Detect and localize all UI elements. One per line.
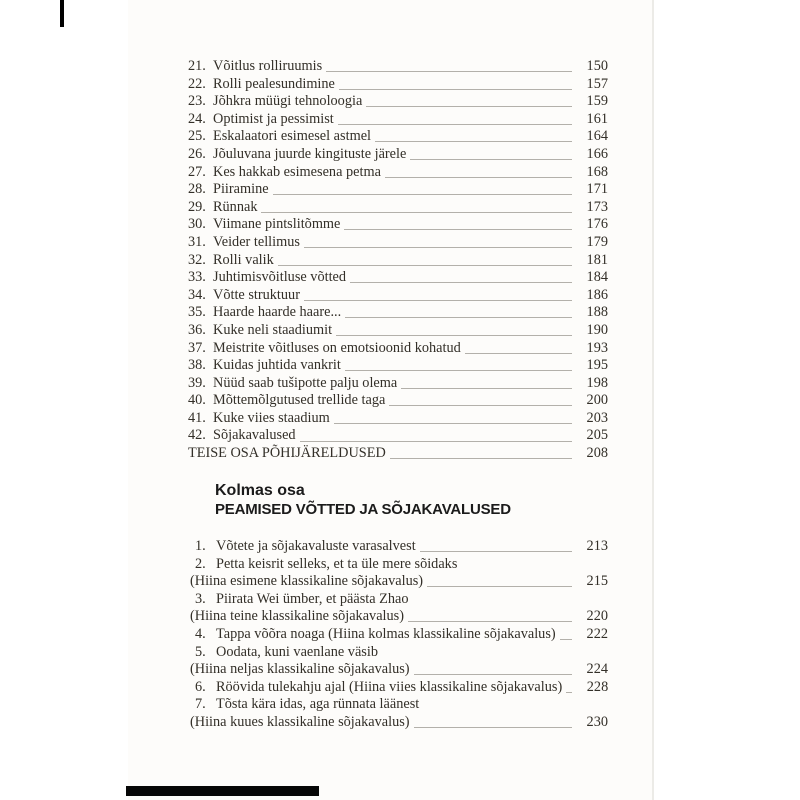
toc-entry bbox=[188, 445, 608, 463]
entry-title: Võtete ja sõjakavaluste varasalvest bbox=[216, 538, 416, 554]
entry-title: Piiramine bbox=[213, 181, 269, 198]
entry-number: 38. bbox=[188, 357, 206, 374]
entry-title: Tõsta kära idas, aga rünnata läänest bbox=[216, 696, 420, 713]
toc-entry bbox=[190, 661, 608, 679]
toc-entry bbox=[188, 322, 608, 340]
toc-entry bbox=[188, 427, 608, 445]
toc-entry bbox=[188, 304, 608, 322]
entry-title: Petta keisrit selleks, et ta üle mere sõidaks bbox=[216, 555, 458, 572]
entry-page: 222 bbox=[586, 625, 608, 642]
entry-page: 200 bbox=[586, 392, 608, 409]
entry-page: 176 bbox=[586, 216, 608, 233]
entry-title: Kuke viies staadium bbox=[213, 409, 330, 426]
entry-leader bbox=[410, 159, 572, 160]
scan-artifact-bottom bbox=[126, 786, 319, 796]
entry-page: 184 bbox=[586, 269, 608, 286]
toc-entry bbox=[188, 93, 608, 111]
entry-leader bbox=[389, 405, 572, 406]
entry-page: 181 bbox=[586, 251, 608, 268]
entry-number: 42. bbox=[188, 427, 206, 444]
scan-artifact-top bbox=[60, 0, 64, 27]
entry-title: Tappa võõra noaga (Hiina kolmas klassikaline sõjakavalus) bbox=[216, 625, 556, 642]
entry-number: 36. bbox=[188, 321, 206, 338]
entry-page: 193 bbox=[586, 339, 608, 356]
entry-number: 2. bbox=[195, 555, 206, 572]
toc-entry bbox=[195, 679, 608, 697]
entry-number: 35. bbox=[188, 304, 206, 321]
entry-leader bbox=[304, 300, 572, 301]
entry-leader bbox=[566, 692, 572, 693]
entry-number: 41. bbox=[188, 409, 206, 426]
entry-title: Rolli pealesundimine bbox=[213, 75, 335, 92]
toc-entry bbox=[195, 644, 608, 662]
entry-page: 230 bbox=[586, 713, 608, 730]
toc-entry bbox=[188, 252, 608, 270]
entry-leader bbox=[350, 282, 572, 283]
entry-page: 203 bbox=[586, 409, 608, 426]
entry-title: Mõttemõlgutused trellide taga bbox=[213, 392, 386, 409]
toc-entry bbox=[188, 111, 608, 129]
entry-leader bbox=[339, 89, 572, 90]
entry-leader bbox=[278, 265, 572, 266]
entry-page: 166 bbox=[586, 145, 608, 162]
toc-entry bbox=[195, 538, 608, 556]
entry-title: Rolli valik bbox=[213, 251, 274, 268]
entry-title: Oodata, kuni vaenlane väsib bbox=[216, 643, 378, 660]
entry-page: 164 bbox=[586, 128, 608, 145]
entry-title: Haarde haarde haare... bbox=[213, 304, 342, 321]
toc-entry bbox=[188, 181, 608, 199]
entry-number: 27. bbox=[188, 163, 206, 180]
entry-title: Võtte struktuur bbox=[213, 286, 300, 303]
entry-page: 179 bbox=[586, 233, 608, 250]
entry-number: 37. bbox=[188, 339, 206, 356]
section-heading bbox=[215, 481, 511, 520]
entry-leader bbox=[401, 388, 572, 389]
entry-leader bbox=[273, 194, 572, 195]
entry-number: 24. bbox=[188, 110, 206, 127]
entry-number: 3. bbox=[195, 590, 206, 607]
entry-number: 33. bbox=[188, 269, 206, 286]
entry-leader bbox=[465, 353, 572, 354]
toc-entry bbox=[188, 269, 608, 287]
entry-page: 198 bbox=[586, 374, 608, 391]
entry-page: 208 bbox=[586, 445, 608, 462]
entry-page: 224 bbox=[586, 661, 608, 678]
entry-page: 173 bbox=[586, 198, 608, 215]
toc-entry bbox=[188, 216, 608, 234]
entry-number: 31. bbox=[188, 233, 206, 250]
toc-entry bbox=[195, 626, 608, 644]
entry-leader bbox=[414, 727, 572, 728]
entry-number: 40. bbox=[188, 392, 206, 409]
entry-title: Kes hakkab esimesena petma bbox=[213, 163, 381, 180]
entry-page: 161 bbox=[586, 110, 608, 127]
entry-page: 157 bbox=[586, 75, 608, 92]
entry-title: Jõhkra müügi tehnoloogia bbox=[213, 93, 363, 110]
toc-entry bbox=[188, 357, 608, 375]
entry-title: Viimane pintslitõmme bbox=[213, 216, 341, 233]
entry-title: Rünnak bbox=[213, 198, 258, 215]
toc-entry bbox=[190, 714, 608, 732]
entry-number: 4. bbox=[195, 625, 206, 642]
entry-leader bbox=[408, 621, 572, 622]
entry-page: 213 bbox=[586, 538, 608, 554]
toc-entry bbox=[190, 608, 608, 626]
toc-entry bbox=[188, 128, 608, 146]
entry-title: (Hiina neljas klassikaline sõjakavalus) bbox=[190, 661, 410, 678]
entry-number: 1. bbox=[195, 538, 206, 554]
entry-leader bbox=[345, 370, 572, 371]
entry-page: 159 bbox=[586, 93, 608, 110]
entry-number: 23. bbox=[188, 93, 206, 110]
entry-leader bbox=[560, 639, 572, 640]
entry-title: Kuidas juhtida vankrit bbox=[213, 357, 341, 374]
toc-entry bbox=[195, 556, 608, 574]
section-title: PEAMISED VÕTTED JA SÕJAKAVALUSED bbox=[215, 501, 511, 518]
toc-entry bbox=[188, 234, 608, 252]
entry-title: Meistrite võitluses on emotsioonid kohatud bbox=[213, 339, 461, 356]
toc-entry bbox=[188, 287, 608, 305]
entry-title: Röövida tulekahju ajal (Hiina viies klassikaline sõjakavalus) bbox=[216, 678, 563, 695]
entry-page: 186 bbox=[586, 286, 608, 303]
entry-number: 5. bbox=[195, 643, 206, 660]
entry-number: 32. bbox=[188, 251, 206, 268]
entry-leader bbox=[336, 335, 572, 336]
entry-title: (Hiina teine klassikaline sõjakavalus) bbox=[190, 608, 404, 625]
entry-title: Jõuluvana juurde kingituste järele bbox=[213, 145, 407, 162]
entry-page: 188 bbox=[586, 304, 608, 321]
toc-entry bbox=[195, 591, 608, 609]
toc-entry bbox=[188, 392, 608, 410]
toc-entry bbox=[190, 573, 608, 591]
toc-entry bbox=[188, 164, 608, 182]
entry-title: Kuke neli staadiumit bbox=[213, 321, 333, 338]
entry-page: 215 bbox=[586, 573, 608, 590]
entry-leader bbox=[366, 106, 572, 107]
entry-title: Eskalaatori esimesel astmel bbox=[213, 128, 372, 145]
entry-page: 190 bbox=[586, 321, 608, 338]
entry-number: 26. bbox=[188, 145, 206, 162]
entry-number: 21. bbox=[188, 58, 206, 74]
entry-title: Nüüd saab tušipotte palju olema bbox=[213, 374, 398, 391]
toc-entry bbox=[195, 696, 608, 714]
entry-title: (Hiina kuues klassikaline sõjakavalus) bbox=[190, 713, 410, 730]
entry-number: 39. bbox=[188, 374, 206, 391]
toc-part-three-list bbox=[190, 538, 609, 732]
entry-leader bbox=[375, 141, 572, 142]
entry-title: (Hiina esimene klassikaline sõjakavalus) bbox=[190, 573, 424, 590]
toc-entry bbox=[188, 410, 608, 428]
entry-leader bbox=[344, 229, 572, 230]
entry-number: 22. bbox=[188, 75, 206, 92]
entry-title: Optimist ja pessimist bbox=[213, 110, 334, 127]
entry-page: 195 bbox=[586, 357, 608, 374]
entry-page: 150 bbox=[586, 58, 608, 74]
entry-number: 7. bbox=[195, 696, 206, 713]
entry-leader bbox=[414, 674, 572, 675]
toc-entry bbox=[188, 76, 608, 94]
toc-part-two-list bbox=[188, 58, 608, 463]
entry-number: 28. bbox=[188, 181, 206, 198]
entry-number: 6. bbox=[195, 678, 206, 695]
toc-entry bbox=[188, 199, 608, 217]
entry-leader bbox=[261, 212, 572, 213]
entry-number: 30. bbox=[188, 216, 206, 233]
entry-title: Juhtimisvõitluse võtted bbox=[213, 269, 347, 286]
entry-leader bbox=[420, 551, 572, 552]
entry-title: Võitlus rolliruumis bbox=[213, 58, 323, 74]
entry-leader bbox=[390, 458, 572, 459]
entry-number: 25. bbox=[188, 128, 206, 145]
entry-page: 228 bbox=[586, 678, 609, 695]
entry-page: 205 bbox=[586, 427, 608, 444]
entry-title: Piirata Wei ümber, et päästa Zhao bbox=[216, 590, 409, 607]
entry-page: 220 bbox=[586, 608, 608, 625]
entry-page: 168 bbox=[586, 163, 608, 180]
entry-number: 34. bbox=[188, 286, 206, 303]
section-kicker: Kolmas osa bbox=[215, 482, 305, 499]
toc-entry bbox=[188, 340, 608, 358]
entry-leader bbox=[345, 317, 572, 318]
toc-entry bbox=[188, 146, 608, 164]
entry-title: Sõjakavalused bbox=[213, 427, 296, 444]
entry-leader bbox=[338, 124, 572, 125]
entry-title: Veider tellimus bbox=[213, 233, 300, 250]
entry-title: TEISE OSA PÕHIJÄRELDUSED bbox=[188, 445, 386, 462]
entry-leader bbox=[304, 247, 572, 248]
toc-entry bbox=[188, 58, 608, 76]
entry-leader bbox=[300, 441, 572, 442]
entry-page: 171 bbox=[586, 181, 608, 198]
entry-leader bbox=[385, 177, 572, 178]
entry-leader bbox=[334, 423, 572, 424]
entry-leader bbox=[326, 71, 572, 72]
toc-entry bbox=[188, 375, 608, 393]
entry-number: 29. bbox=[188, 198, 206, 215]
entry-leader bbox=[427, 586, 572, 587]
